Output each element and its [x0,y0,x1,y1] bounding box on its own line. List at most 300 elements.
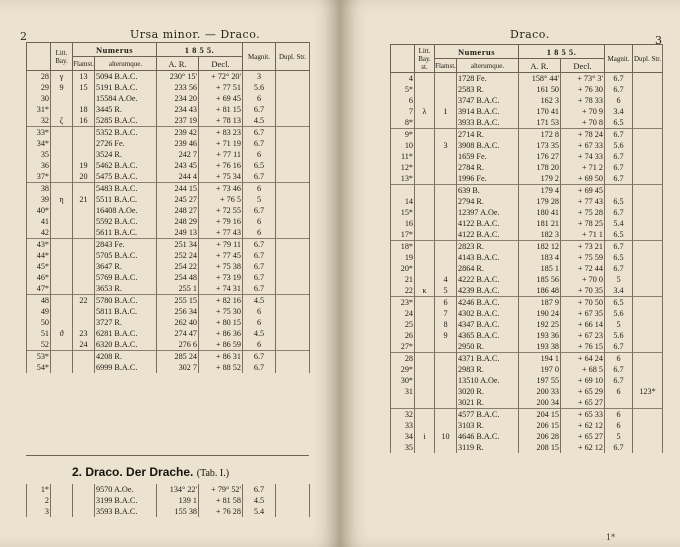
declination-cell: + 67 35 [561,308,605,319]
table-row [27,362,310,373]
catalog-reference-cell: 4577 B.A.C. [457,409,519,421]
double-star-cell [276,239,310,251]
bayer-letter-cell [51,104,73,115]
declination-cell: + 78 13 [199,115,243,127]
catalog-reference-cell: 3103 R. [457,420,519,431]
bayer-letter-cell [415,397,435,409]
bayer-letter-cell [51,239,73,251]
star-number-cell: 51 [27,328,51,339]
table-row [27,339,310,351]
right-ascension-cell: 254 48 [157,272,199,283]
right-ascension-cell: 194 1 [519,353,561,365]
double-star-cell [633,252,663,263]
right-ascension-cell: 274 47 [157,328,199,339]
bayer-letter-cell [415,364,435,375]
catalog-reference-cell: 4347 B.A.C. [457,319,519,330]
flamsteed-number-cell: 10 [435,431,457,442]
magnitude-cell: 3.4 [605,106,633,117]
flamsteed-number-cell [435,84,457,95]
catalog-reference-cell: 3908 B.A.C. [457,140,519,151]
bayer-letter-cell [415,173,435,185]
bayer-letter-cell [415,162,435,173]
bayer-letter-cell [51,261,73,272]
table-row [27,317,310,328]
bayer-letter-cell [51,205,73,216]
header-alterumque: alterumque. [457,59,519,73]
declination-cell: + 65 33 [561,409,605,421]
right-ascension-cell: 179 4 [519,185,561,197]
bayer-letter-cell [51,272,73,283]
table-row [27,506,310,517]
double-star-cell [633,397,663,409]
flamsteed-number-cell [73,506,95,517]
star-number-cell: 2 [27,495,51,506]
header-year: 1 8 5 5. [519,45,605,59]
declination-cell: + 74 31 [199,283,243,295]
star-number-cell: 32 [27,115,51,127]
star-number-cell: 23* [391,297,415,309]
catalog-reference-cell: 6320 B.A.C. [95,339,157,351]
catalog-reference-cell: 2983 R. [457,364,519,375]
declination-cell: + 71 2 [561,162,605,173]
bayer-letter-cell [51,171,73,183]
magnitude-cell: 5.6 [605,308,633,319]
table-row [391,274,663,285]
page-number: 3 [655,34,663,47]
double-star-cell [633,285,663,297]
double-star-cell [276,317,310,328]
declination-cell: + 77 43 [561,196,605,207]
bayer-letter-cell [51,227,73,239]
declination-cell: + 88 52 [199,362,243,373]
magnitude-cell: 6.7 [243,127,276,139]
magnitude-cell: 6.7 [605,162,633,173]
magnitude-cell: 4.5 [243,328,276,339]
double-star-cell [276,328,310,339]
double-star-cell [276,93,310,104]
declination-cell: + 74 33 [561,151,605,162]
flamsteed-number-cell [73,283,95,295]
double-star-cell [633,218,663,229]
table-row [391,375,663,386]
magnitude-cell: 6.5 [605,229,633,241]
double-star-cell [276,216,310,227]
catalog-reference-cell: 4143 B.A.C. [457,252,519,263]
catalog-reference-cell: 4365 B.A.C. [457,330,519,341]
right-ascension-cell: 234 20 [157,93,199,104]
flamsteed-number-cell [73,149,95,160]
catalog-reference-cell: 4239 B.A.C. [457,285,519,297]
star-number-cell: 29 [27,82,51,93]
bayer-letter-cell [415,196,435,207]
star-number-cell: 45* [27,261,51,272]
table-row [27,160,310,171]
flamsteed-number-cell [73,127,95,139]
table-row [391,106,663,117]
declination-cell: + 62 12 [561,420,605,431]
magnitude-cell: 6.7 [243,484,276,495]
right-ascension-cell: 139 1 [157,495,199,506]
bayer-letter-cell [415,229,435,241]
right-ascension-cell: 248 29 [157,216,199,227]
table-row [27,250,310,261]
magnitude-cell: 5 [605,319,633,330]
catalog-reference-cell: 5352 B.A.C. [95,127,157,139]
catalog-reference-cell: 5811 B.A.C. [95,306,157,317]
header-numerus: Numerus [73,43,157,57]
double-star-cell [276,183,310,195]
header-decl: Decl. [199,57,243,71]
double-star-cell [633,207,663,218]
catalog-reference-cell: 5475 B.A.C. [95,171,157,183]
bayer-letter-cell [51,351,73,363]
bayer-letter-cell [51,317,73,328]
catalog-reference-cell: 16408 A.Oe. [95,205,157,216]
star-number-cell: 30 [27,93,51,104]
declination-cell: + 69 45 [561,185,605,197]
table-row [391,73,663,85]
header-ar: A. R. [519,59,561,73]
bayer-letter-cell [51,250,73,261]
flamsteed-number-cell [435,173,457,185]
right-ascension-cell: 200 34 [519,397,561,409]
star-number-cell: 17* [391,229,415,241]
table-row [391,263,663,274]
flamsteed-number-cell [435,207,457,218]
section-divider [26,455,309,456]
declination-cell: + 77 51 [199,82,243,93]
bayer-letter-cell [415,263,435,274]
bayer-letter-cell: ζ [51,115,73,127]
star-number-cell: 34 [391,431,415,442]
magnitude-cell: 6.7 [243,261,276,272]
declination-cell: + 70 9 [561,106,605,117]
declination-cell: + 78 24 [561,129,605,141]
double-star-cell [633,341,663,353]
right-ascension-cell: 170 41 [519,106,561,117]
right-ascension-cell: 158° 44' [519,73,561,85]
declination-cell: + 72 44 [561,263,605,274]
right-ascension-cell: 230° 15' [157,71,199,83]
magnitude-cell: 6 [243,339,276,351]
star-number-cell: 38 [27,183,51,195]
table-row [27,239,310,251]
catalog-reference-cell: 3021 R. [457,397,519,409]
table-row [391,431,663,442]
table-row [391,397,663,409]
catalog-reference-cell: 5462 B.A.C. [95,160,157,171]
star-number-cell: 39 [27,194,51,205]
catalog-reference-cell: 2794 R. [457,196,519,207]
table-row [27,149,310,160]
star-number-cell: 19 [391,252,415,263]
flamsteed-number-cell [435,162,457,173]
table-row [391,117,663,129]
flamsteed-number-cell [435,252,457,263]
right-ascension-cell: 243 45 [157,160,199,171]
right-ascension-cell: 249 13 [157,227,199,239]
table-row [391,341,663,353]
magnitude-cell: 5.4 [605,218,633,229]
star-number-cell: 53* [27,351,51,363]
flamsteed-number-cell [435,409,457,421]
table-row [391,364,663,375]
bayer-letter-cell [415,151,435,162]
double-star-cell [276,227,310,239]
right-ascension-cell: 134° 22' [157,484,199,495]
declination-cell: + 73 46 [199,183,243,195]
bayer-letter-cell [51,127,73,139]
double-star-cell [276,115,310,127]
header-ar: A. R. [157,57,199,71]
magnitude-cell: 4.5 [243,495,276,506]
star-number-cell: 4 [391,73,415,85]
magnitude-cell: 6.7 [605,364,633,375]
catalog-reference-cell: 3914 B.A.C. [457,106,519,117]
star-number-cell: 11* [391,151,415,162]
star-number-cell: 33* [27,127,51,139]
magnitude-cell: 6.7 [243,239,276,251]
star-number-cell: 30* [391,375,415,386]
magnitude-cell: 6.7 [243,205,276,216]
flamsteed-number-cell: 3 [435,140,457,151]
right-ascension-cell: 276 6 [157,339,199,351]
bayer-letter-cell [415,386,435,397]
double-star-cell [633,308,663,319]
header-year: 1 8 5 5. [157,43,243,57]
declination-cell: + 70 0 [561,274,605,285]
right-ascension-cell: 302 7 [157,362,199,373]
star-number-cell: 1* [27,484,51,495]
section-title-tab: (Tab. I.) [196,468,230,479]
table-row [27,104,310,115]
bayer-letter-cell: 9 [51,82,73,93]
magnitude-cell: 6.5 [605,297,633,309]
right-ascension-cell: 182 12 [519,241,561,253]
flamsteed-number-cell [435,241,457,253]
bayer-letter-cell [415,375,435,386]
flamsteed-number-cell: 24 [73,339,95,351]
flamsteed-number-cell [73,272,95,283]
right-ascension-cell: 187 9 [519,297,561,309]
table-row [27,495,310,506]
header-magnit: Magnit. [243,43,276,71]
bayer-letter-cell [415,274,435,285]
double-star-cell [633,375,663,386]
bayer-letter-cell [415,442,435,453]
catalog-reference-cell: 2583 R. [457,84,519,95]
right-ascension-cell: 206 28 [519,431,561,442]
magnitude-cell: 6.7 [605,84,633,95]
right-ascension-cell: 245 27 [157,194,199,205]
flamsteed-number-cell [73,227,95,239]
header-decl: Decl. [561,59,605,73]
table-row [27,484,310,495]
catalog-reference-cell: 3199 B.A.C. [95,495,157,506]
declination-cell: + 77 45 [199,250,243,261]
flamsteed-number-cell [435,117,457,129]
flamsteed-number-cell [73,239,95,251]
right-ascension-cell: 252 24 [157,250,199,261]
right-ascension-cell: 242 7 [157,149,199,160]
table-row [27,328,310,339]
catalog-reference-cell: 2864 R. [457,263,519,274]
magnitude-cell: 6.7 [605,73,633,85]
catalog-reference-cell: 1996 Fe. [457,173,519,185]
star-number-cell: 3 [27,506,51,517]
table-row [391,129,663,141]
magnitude-cell: 4.5 [243,295,276,307]
bayer-letter-cell [51,183,73,195]
table-row [27,295,310,307]
declination-cell: + 75 30 [199,306,243,317]
table-row [27,351,310,363]
magnitude-cell [605,397,633,409]
star-number-cell: 20* [391,263,415,274]
double-star-cell [633,185,663,197]
magnitude-cell: 6 [243,306,276,317]
declination-cell: + 67 23 [561,330,605,341]
catalog-reference-cell: 2714 R. [457,129,519,141]
declination-cell: + 78 33 [561,95,605,106]
catalog-reference-cell: 2784 R. [457,162,519,173]
right-ascension-cell: 208 15 [519,442,561,453]
star-number-cell [391,185,415,197]
double-star-cell [633,330,663,341]
table-row [391,196,663,207]
table-row [27,82,310,93]
star-number-cell: 50 [27,317,51,328]
table-row [27,71,310,83]
right-ascension-cell: 193 36 [519,330,561,341]
catalog-reference-cell: 5285 B.A.C. [95,115,157,127]
right-ascension-cell: 254 22 [157,261,199,272]
catalog-reference-cell: 4122 B.A.C. [457,229,519,241]
header-litt-bay: Litt. Bay. st. [415,45,435,73]
bayer-letter-cell [51,160,73,171]
declination-cell: + 70 35 [561,285,605,297]
bayer-letter-cell [51,283,73,295]
section-title-text: 2. Draco. Der Drache. [72,465,194,479]
star-number-cell: 44* [27,250,51,261]
double-star-cell [633,95,663,106]
magnitude-cell: 6.7 [605,151,633,162]
catalog-reference-cell: 4246 B.A.C. [457,297,519,309]
star-catalog-table [26,42,310,373]
bayer-letter-cell: ϑ [51,328,73,339]
declination-cell: + 62 12 [561,442,605,453]
bayer-letter-cell [415,420,435,431]
star-number-cell: 21 [391,274,415,285]
star-number-cell [391,397,415,409]
declination-cell: + 73 21 [561,241,605,253]
header-dupl-str: Dupl. Str. [633,45,663,73]
bayer-letter-cell: λ [415,106,435,117]
table-row [27,227,310,239]
flamsteed-number-cell [435,151,457,162]
header-magnit: Magnit. [605,45,633,73]
star-number-cell: 31* [27,104,51,115]
catalog-reference-cell: 3445 R. [95,104,157,115]
declination-cell: + 64 24 [561,353,605,365]
flamsteed-number-cell [435,386,457,397]
magnitude-cell: 6 [243,183,276,195]
flamsteed-number-cell: 7 [435,308,457,319]
declination-cell: + 65 27 [561,397,605,409]
double-star-cell [633,274,663,285]
bayer-letter-cell: i [415,431,435,442]
right-ascension-cell: 200 33 [519,386,561,397]
right-ascension-cell: 155 38 [157,506,199,517]
magnitude-cell: 6.5 [605,117,633,129]
catalog-reference-cell: 5511 B.A.C. [95,194,157,205]
table-row [391,173,663,185]
magnitude-cell: 6.7 [243,104,276,115]
right-ascension-cell: 190 24 [519,308,561,319]
catalog-reference-cell: 639 B. [457,185,519,197]
magnitude-cell: 6.7 [605,375,633,386]
catalog-reference-cell: 5611 B.A.C. [95,227,157,239]
star-number-cell: 33 [391,420,415,431]
flamsteed-number-cell [73,484,95,495]
double-star-cell [276,283,310,295]
table-row [27,93,310,104]
right-ascension-cell: 176 27 [519,151,561,162]
star-number-cell: 25 [391,319,415,330]
declination-cell: + 69 45 [199,93,243,104]
catalog-reference-cell: 1659 Fe. [457,151,519,162]
star-number-cell: 7 [391,106,415,117]
header-alterumque: alterumque. [95,57,157,71]
magnitude-cell: 4.5 [243,115,276,127]
declination-cell: + 70 8 [561,117,605,129]
double-star-cell [276,127,310,139]
flamsteed-number-cell: 4 [435,274,457,285]
flamsteed-number-cell [73,93,95,104]
double-star-cell [276,484,310,495]
flamsteed-number-cell [73,205,95,216]
table-row [391,95,663,106]
table-row [391,442,663,453]
table-row [27,272,310,283]
right-ascension-cell: 262 40 [157,317,199,328]
star-number-cell: 8* [391,117,415,129]
bayer-letter-cell [51,506,73,517]
double-star-cell [633,140,663,151]
bayer-letter-cell: γ [51,71,73,83]
right-ascension-cell: 251 34 [157,239,199,251]
bayer-letter-cell [51,295,73,307]
double-star-cell [633,73,663,85]
double-star-cell [276,149,310,160]
magnitude-cell: 5 [605,274,633,285]
magnitude-cell: 6 [243,216,276,227]
catalog-reference-cell: 2950 R. [457,341,519,353]
catalog-reference-cell: 2843 Fe. [95,239,157,251]
right-ascension-cell: 197 0 [519,364,561,375]
catalog-reference-cell: 5705 B.A.C. [95,250,157,261]
double-star-cell [276,138,310,149]
magnitude-cell: 6 [605,353,633,365]
catalog-reference-cell: 13510 A.Oe. [457,375,519,386]
flamsteed-number-cell [73,495,95,506]
star-number-cell: 18* [391,241,415,253]
flamsteed-number-cell [73,351,95,363]
table-row [391,409,663,421]
catalog-reference-cell: 3593 B.A.C. [95,506,157,517]
right-ascension-cell: 192 25 [519,319,561,330]
right-ascension-cell: 244 4 [157,171,199,183]
